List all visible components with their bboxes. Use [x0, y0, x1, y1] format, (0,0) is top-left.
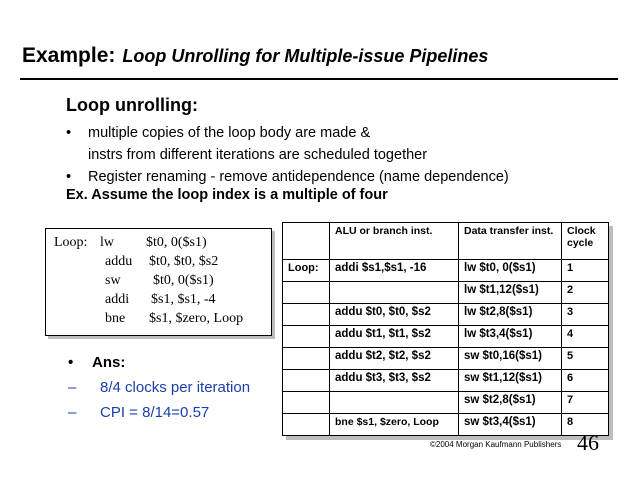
- code-op: addi: [105, 292, 130, 307]
- bullet-text: multiple copies of the loop body are made &: [88, 125, 371, 141]
- section-heading: Loop unrolling:: [66, 95, 198, 115]
- bullet-text: Register renaming - remove antidependence (name dependence): [88, 169, 509, 185]
- alu-cell: [330, 304, 459, 326]
- table-header-cell: Data transfer inst.: [459, 223, 562, 260]
- table-row: [283, 260, 609, 282]
- table-row: [283, 414, 609, 436]
- code-args: $t0, 0($s1): [146, 235, 207, 250]
- copyright-footer: ©2004 Morgan Kaufmann Publishers: [430, 440, 562, 449]
- data-cell: [459, 304, 562, 326]
- code-op: sw: [105, 273, 121, 288]
- cycle-cell: 1: [562, 260, 609, 282]
- data-cell: [459, 370, 562, 392]
- table-header-row: [283, 223, 609, 260]
- data-text: sw $t1,12($s1): [464, 372, 542, 384]
- title-divider: [20, 78, 618, 80]
- example-text: Ex. Assume the loop index is a multiple of four: [66, 187, 388, 203]
- row-label-cell: [283, 282, 330, 304]
- bullet-item: [66, 166, 509, 188]
- code-args: $s1, $zero, Loop: [149, 311, 244, 326]
- alu-cell: [330, 260, 459, 282]
- code-args: $s1, $s1, -4: [151, 292, 216, 307]
- code-label: Loop:: [54, 235, 88, 250]
- data-cell: [459, 392, 562, 414]
- table-row: [283, 326, 609, 348]
- data-text: sw $t3,4($s1): [464, 416, 536, 428]
- data-text: lw $t2,8($s1): [464, 306, 533, 318]
- data-cell: [459, 348, 562, 370]
- bullet-item: [66, 122, 509, 144]
- alu-cell: [330, 414, 459, 436]
- row-label-cell: Loop:: [283, 260, 330, 282]
- bullet-marker: •: [66, 125, 72, 141]
- alu-text: addu $t1, $t1, $s2: [335, 328, 431, 340]
- bullet-list: [66, 122, 509, 188]
- alu-cell: [330, 282, 459, 304]
- answer-heading-text: Ans:: [92, 354, 126, 371]
- answer-item-text: 8/4 clocks per iteration: [100, 379, 251, 396]
- code-args: $t0, 0($s1): [153, 273, 214, 288]
- data-cell: [459, 260, 562, 282]
- alu-cell: [330, 370, 459, 392]
- data-text: sw $t2,8($s1): [464, 394, 536, 406]
- cycle-cell: 6: [562, 370, 609, 392]
- table-header-cell: Clock cycle: [562, 223, 609, 260]
- answer-heading: [68, 350, 250, 375]
- alu-cell: [330, 392, 459, 414]
- data-cell: [459, 282, 562, 304]
- row-label-cell: [283, 304, 330, 326]
- row-label-cell: [283, 370, 330, 392]
- title-main: Example:: [22, 44, 116, 67]
- cycle-cell: 2: [562, 282, 609, 304]
- data-cell: [459, 326, 562, 348]
- data-text: sw $t0,16($s1): [464, 350, 542, 362]
- answer-item: [68, 400, 250, 425]
- table-header-cell: ALU or branch inst.: [330, 223, 459, 260]
- table-row: [283, 282, 609, 304]
- code-args: $t0, $t0, $s2: [149, 254, 219, 269]
- answer-block: [68, 350, 250, 425]
- answer-item: [68, 375, 250, 400]
- alu-text: addi $s1,$s1, -16: [335, 262, 427, 274]
- cycle-cell: 3: [562, 304, 609, 326]
- code-op: addu: [105, 254, 133, 269]
- schedule-table: [282, 222, 609, 436]
- cycle-cell: 7: [562, 392, 609, 414]
- title-subtitle: Loop Unrolling for Multiple-issue Pipelines: [122, 46, 489, 66]
- data-text: lw $t1,12($s1): [464, 284, 539, 296]
- table-row: [283, 370, 609, 392]
- alu-cell: [330, 348, 459, 370]
- row-label-cell: [283, 392, 330, 414]
- bullet-marker: •: [66, 169, 72, 185]
- data-text: lw $t3,4($s1): [464, 328, 533, 340]
- alu-text: addu $t0, $t0, $s2: [335, 306, 431, 318]
- table-row: [283, 304, 609, 326]
- row-label-cell: [283, 348, 330, 370]
- table-row: [283, 348, 609, 370]
- alu-text: addu $t2, $t2, $s2: [335, 350, 431, 362]
- alu-text: addu $t3, $t3, $s2: [335, 372, 431, 384]
- bullet-continuation: [66, 144, 509, 166]
- bullet-marker: •: [68, 354, 74, 371]
- alu-text: bne $s1, $zero, Loop: [335, 416, 439, 428]
- code-op: bne: [105, 311, 126, 326]
- cycle-cell: 8: [562, 414, 609, 436]
- code-op: lw: [100, 235, 114, 250]
- data-cell: [459, 414, 562, 436]
- bullet-text: instrs from different iterations are scheduled together: [88, 147, 428, 163]
- table-header-cell: [283, 223, 330, 260]
- cycle-cell: 4: [562, 326, 609, 348]
- answer-item-text: CPI = 8/14=0.57: [100, 404, 210, 421]
- alu-cell: [330, 326, 459, 348]
- dash-marker: –: [68, 379, 77, 396]
- data-text: lw $t0, 0($s1): [464, 262, 536, 274]
- row-label-cell: [283, 326, 330, 348]
- table-row: [283, 392, 609, 414]
- slide-title: [22, 44, 622, 68]
- page-number: 46: [577, 430, 599, 455]
- dash-marker: –: [68, 404, 77, 421]
- cycle-cell: 5: [562, 348, 609, 370]
- row-label-cell: [283, 414, 330, 436]
- code-listing: [45, 228, 272, 336]
